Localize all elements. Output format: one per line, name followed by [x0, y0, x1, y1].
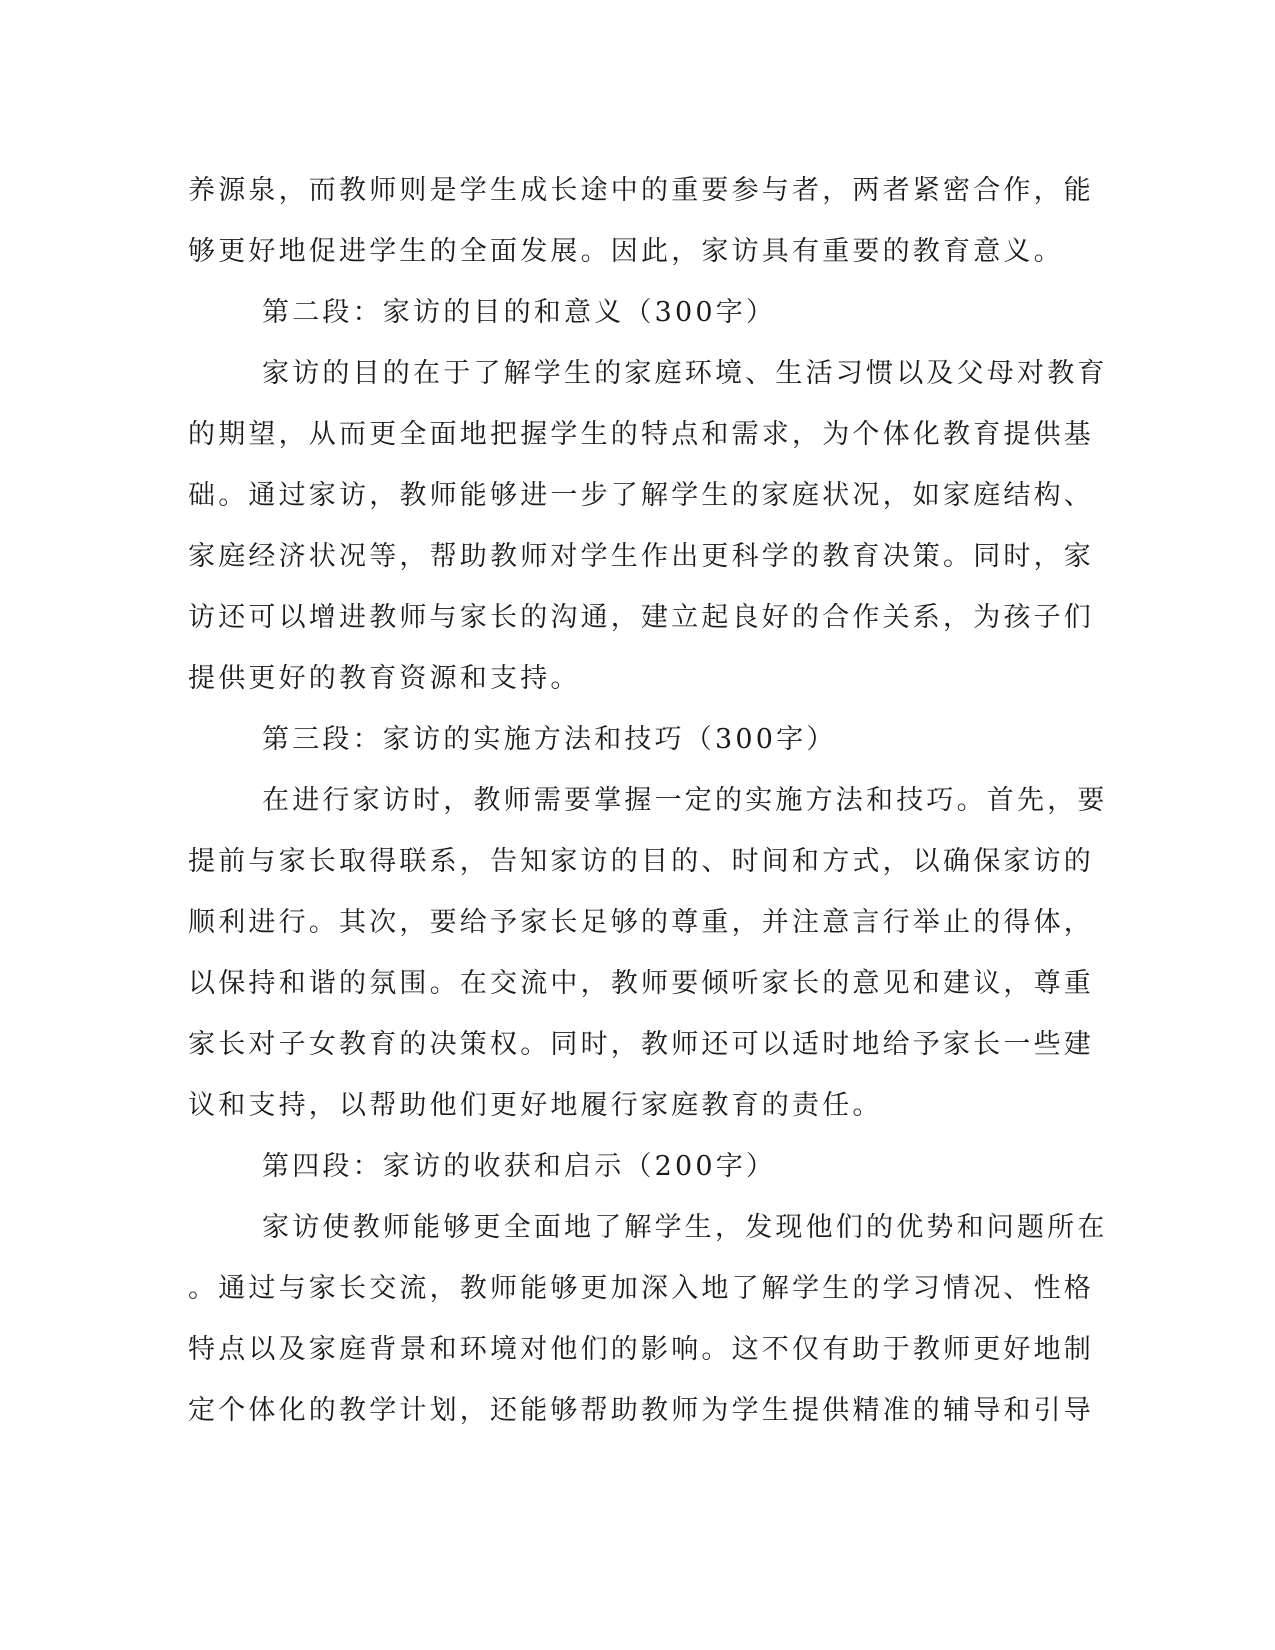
text-line: 够更好地促进学生的全面发展。因此，家访具有重要的教育意义。	[188, 236, 1064, 267]
text-line: 家长对子女教育的决策权。同时，教师还可以适时地给予家长一些建	[188, 1029, 1094, 1060]
document-body	[188, 160, 1108, 1441]
text-line: 顺利进行。其次，要给予家长足够的尊重，并注意言行举止的得体，	[188, 907, 1094, 938]
text-line: 提供更好的教育资源和支持。	[188, 663, 581, 694]
text-line: 定个体化的教学计划，还能够帮助教师为学生提供精准的辅导和引导	[188, 1395, 1094, 1426]
text-line: 础。通过家访，教师能够进一步了解学生的家庭状况，如家庭结构、	[188, 480, 1094, 511]
section-heading: 第二段：家访的目的和意义（300字）	[262, 297, 777, 328]
section-heading: 第三段：家访的实施方法和技巧（300字）	[262, 724, 837, 755]
text-line: 在进行家访时，教师需要掌握一定的实施方法和技巧。首先，要	[262, 785, 1108, 816]
text-line: 家庭经济状况等，帮助教师对学生作出更科学的教育决策。同时，家	[188, 541, 1094, 572]
text-line: 访还可以增进教师与家长的沟通，建立起良好的合作关系，为孩子们	[188, 602, 1094, 633]
section-heading: 第四段：家访的收获和启示（200字）	[262, 1151, 777, 1182]
text-line: 养源泉，而教师则是学生成长途中的重要参与者，两者紧密合作，能	[188, 175, 1094, 206]
text-line: 提前与家长取得联系，告知家访的目的、时间和方式，以确保家访的	[188, 846, 1094, 877]
text-line: 家访的目的在于了解学生的家庭环境、生活习惯以及父母对教育	[262, 358, 1108, 389]
text-line: 。通过与家长交流，教师能够更加深入地了解学生的学习情况、性格	[188, 1273, 1094, 1304]
text-line: 家访使教师能够更全面地了解学生，发现他们的优势和问题所在	[262, 1212, 1108, 1243]
text-line: 的期望，从而更全面地把握学生的特点和需求，为个体化教育提供基	[188, 419, 1094, 450]
text-line: 以保持和谐的氛围。在交流中，教师要倾听家长的意见和建议，尊重	[188, 968, 1094, 999]
text-line: 议和支持，以帮助他们更好地履行家庭教育的责任。	[188, 1090, 883, 1121]
text-line: 特点以及家庭背景和环境对他们的影响。这不仅有助于教师更好地制	[188, 1334, 1094, 1365]
